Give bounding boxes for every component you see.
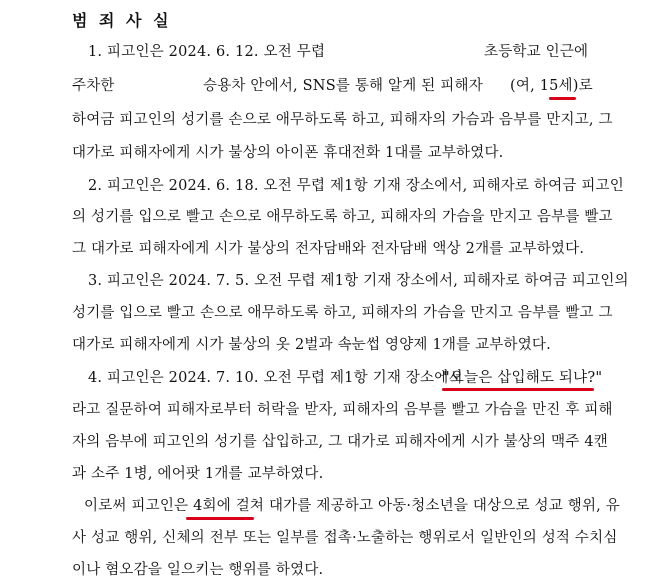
conclusion-line2: 사 성교 행위, 신체의 전부 또는 일부를 접촉·노출하는 행위로서 일반인의 성적 수치심: [72, 530, 618, 546]
conclusion-line3: 이나 혐오감을 일으키는 행위를 하였다.: [72, 562, 324, 578]
para4-line3: 자의 음부에 피고인의 성기를 삽입하고, 그 대가로 피해자에게 시가 불상의 맥주 4캔: [72, 434, 608, 450]
conclusion-line1: [84, 496, 620, 516]
para4-line2: 라고 질문하여 피해자로부터 허락을 받자, 피해자의 음부를 빨고 가슴을 만진 후 피해: [72, 402, 613, 418]
para1-line3: 하여금 피고인의 성기를 손으로 애무하도록 하고, 피해자의 가슴과 음부를 만지고, 그: [72, 112, 613, 128]
para1-line1: 1. 피고인은 2024. 6. 12. 오전 무렵: [88, 44, 326, 60]
para1-line1-tail: 초등학교 인근에: [484, 44, 589, 60]
para4-quote-highlight: "오늘은 삽입해도 되냐?": [443, 370, 603, 386]
para3-line3: 대가로 피해자에게 시가 불상의 옷 2벌과 속눈썹 영양제 1개를 교부하였다.: [72, 337, 551, 353]
para4-line1: 4. 피고인은 2024. 7. 10. 오전 무렵 제1항 기재 장소에서: [88, 370, 463, 386]
conclusion-lead: 이로써 피고인은: [84, 498, 194, 514]
victim-suffix: )로: [572, 78, 593, 94]
victim-sex: (여,: [510, 78, 540, 94]
section-heading: 범 죄 사 실: [72, 11, 172, 30]
para4-line4: 과 소주 1병, 에어팟 1개를 교부하였다.: [72, 466, 324, 482]
para1-line2-start: 주차한: [72, 78, 115, 94]
para2-line1: 2. 피고인은 2024. 6. 18. 오전 무렵 제1항 기재 장소에서, 피해자로 하여금 피고인: [88, 178, 624, 194]
para1-line2-mid: 승용차 안에서, SNS를 통해 알게 된 피해자: [203, 78, 483, 94]
conclusion-rest: 대가를 제공하고 아동·청소년을 대상으로 성교 행위, 유: [264, 498, 620, 514]
para3-line2: 성기를 입으로 빨고 손으로 애무하도록 하고, 피해자의 가슴을 만지고 음부를 빨고 그: [72, 305, 613, 321]
age-underline: [549, 97, 576, 100]
victim-age-highlight: 15세: [539, 78, 573, 94]
para2-line3: 그 대가로 피해자에게 시가 불상의 전자담배와 전자담배 액상 2개를 교부하였다.: [72, 241, 585, 257]
para3-line1: 3. 피고인은 2024. 7. 5. 오전 무렵 제1항 기재 장소에서, 피해자로 하여금 피고인의: [88, 273, 629, 289]
para2-line2: 의 성기를 입으로 빨고 손으로 애무하도록 하고, 피해자의 가슴을 만지고 음부를 빨고: [72, 209, 613, 225]
count-highlight: 4회에 걸쳐: [193, 498, 265, 514]
quote-underline: [442, 388, 594, 391]
count-underline: [186, 517, 254, 520]
para1-line4: 대가로 피해자에게 시가 불상의 아이폰 휴대전화 1대를 교부하였다.: [72, 145, 504, 161]
para1-line2-victim: [510, 76, 593, 96]
